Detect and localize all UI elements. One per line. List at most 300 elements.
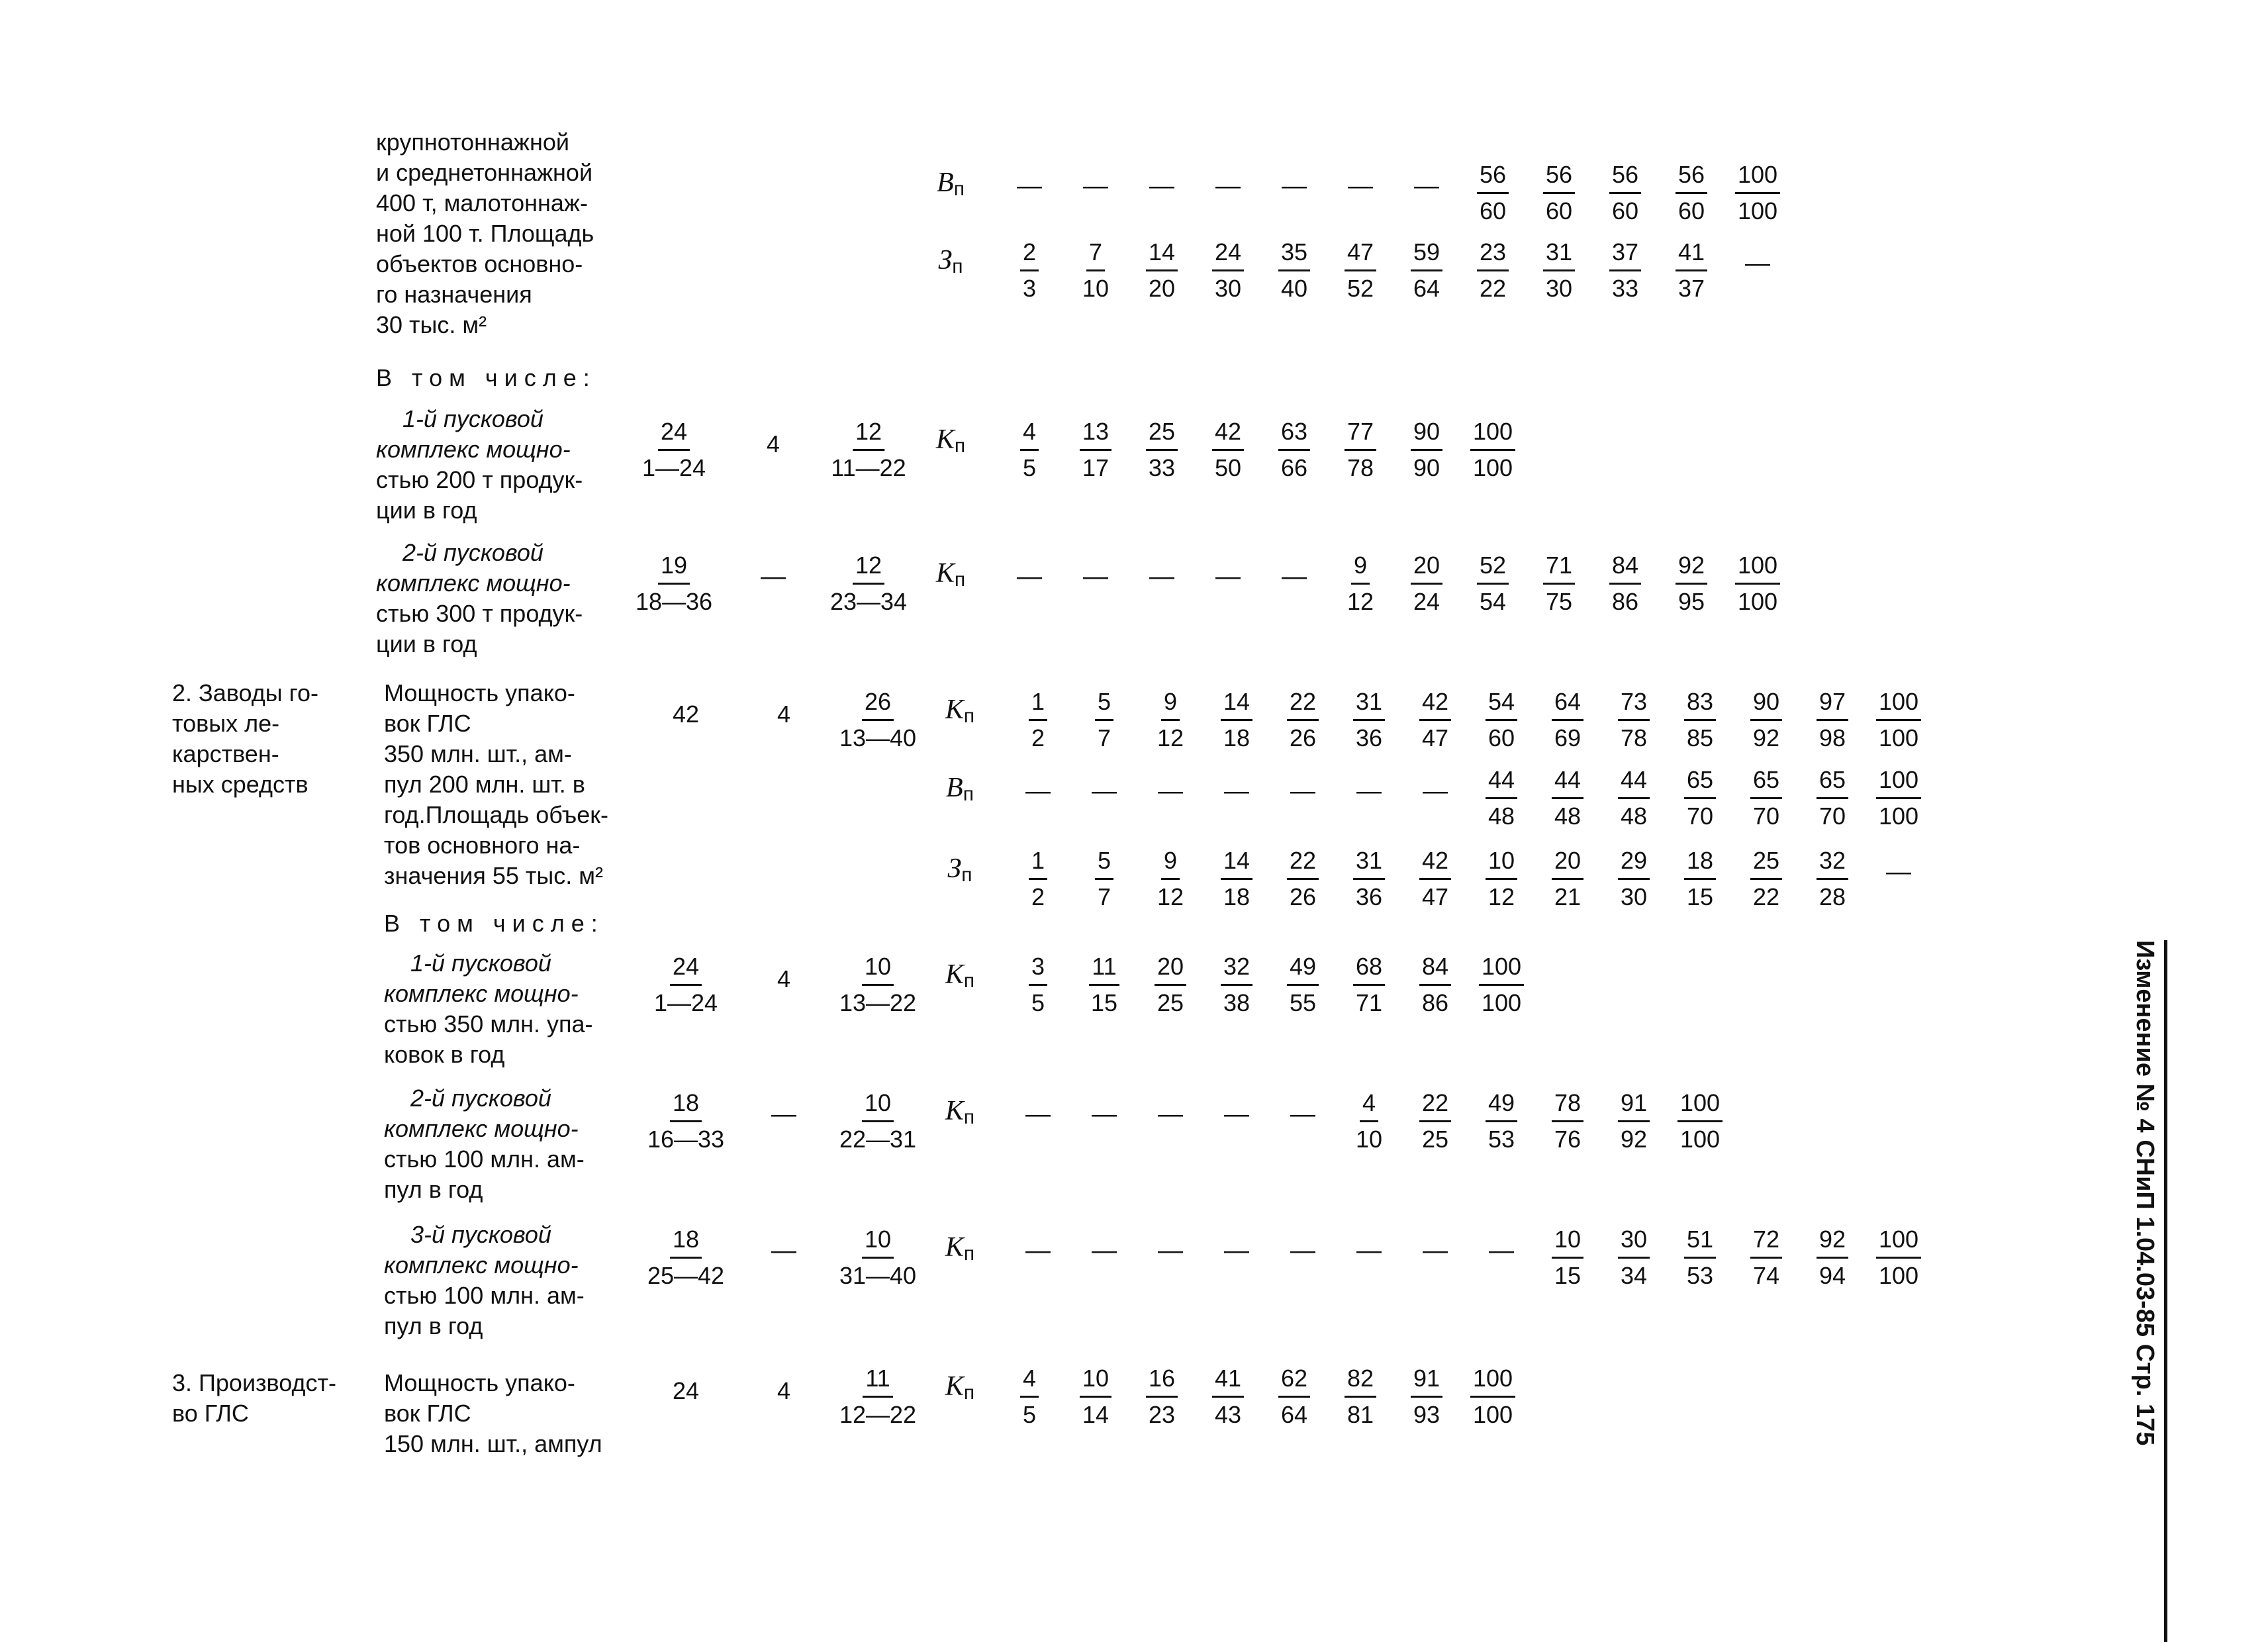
table-cell: —: [1025, 1237, 1051, 1265]
table-cell: —: [1290, 1100, 1315, 1128]
table-cell: [1146, 418, 1178, 481]
denominator: 48: [1554, 802, 1582, 830]
denominator: 70: [1686, 802, 1714, 830]
numerator: 37: [1609, 239, 1641, 271]
table-cell: [1618, 1090, 1650, 1153]
table-cell: —: [1282, 563, 1307, 591]
numerator: 20: [1411, 552, 1442, 585]
denominator: 86: [1611, 588, 1639, 615]
denominator: 78: [1620, 724, 1648, 751]
denominator: 98: [1819, 724, 1846, 751]
table-cell: [1419, 953, 1451, 1016]
description-line: стью 100 млн. ам-: [384, 1145, 585, 1173]
denominator: 70: [1819, 802, 1846, 830]
numerator: 90: [1750, 689, 1782, 721]
table-cell: [1287, 953, 1319, 1016]
table-cell: [1419, 689, 1451, 751]
denominator: 53: [1686, 1262, 1714, 1289]
indicator-symbol: $З_п$: [947, 853, 972, 886]
table-cell: [1543, 162, 1575, 224]
table-cell: —: [1224, 1100, 1249, 1128]
table-cell: [1552, 689, 1583, 751]
description-line: тов основного на-: [384, 832, 581, 859]
denominator: 23: [1148, 1401, 1176, 1428]
table-cell: [1020, 239, 1039, 302]
table-cell: —: [1224, 1237, 1249, 1265]
denominator: 92: [1752, 724, 1780, 751]
numerator: 49: [1287, 953, 1319, 986]
table-cell: [1155, 847, 1186, 910]
numerator: 65: [1750, 767, 1782, 799]
table-cell: [1088, 953, 1120, 1016]
table-cell: [1221, 953, 1252, 1016]
column-construction-period: [827, 552, 910, 615]
column-preparatory-period: —: [771, 1100, 796, 1128]
description-line: стью 200 т продук-: [376, 466, 583, 493]
denominator: 10: [1355, 1126, 1383, 1153]
table-cell: [1470, 418, 1515, 481]
numerator: 100: [1876, 1226, 1921, 1259]
table-cell: [1552, 847, 1583, 910]
table-cell: —: [1414, 172, 1439, 200]
numerator: 83: [1684, 689, 1716, 721]
denominator: 48: [1488, 802, 1515, 830]
table-cell: [1552, 767, 1583, 830]
table-cell: [1212, 239, 1244, 302]
denominator: 17: [1082, 454, 1110, 481]
numerator: 42: [1419, 847, 1451, 880]
numerator: 91: [1618, 1090, 1650, 1122]
table-cell: —: [1290, 1237, 1315, 1265]
denominator: 37: [1677, 275, 1705, 302]
description-line: товых ле-: [172, 710, 280, 737]
denominator: 12: [1157, 883, 1184, 910]
denominator: 5: [1022, 454, 1037, 481]
denominator: 30: [1214, 275, 1242, 302]
indicator-symbol: $К_п$: [935, 424, 966, 457]
denominator: 60: [1479, 197, 1507, 224]
description-line: ной 100 т. Площадь: [376, 220, 594, 247]
table-cell: [1750, 767, 1782, 830]
denominator: 26: [1289, 724, 1317, 751]
table-cell: [1543, 239, 1575, 302]
denominator: 71: [1355, 989, 1383, 1016]
table-cell: —: [1489, 1237, 1514, 1265]
denominator: 15: [1686, 883, 1714, 910]
denominator: 100: [1737, 588, 1778, 615]
denominator: 95: [1677, 588, 1705, 615]
denominator: 54: [1479, 588, 1507, 615]
table-cell: —: [1886, 858, 1911, 886]
column-preparatory-period: —: [761, 563, 786, 591]
numerator: 92: [1817, 1226, 1848, 1259]
denominator: 38: [1223, 989, 1251, 1016]
indicator-symbol: $К_п$: [945, 1232, 975, 1265]
description-line: 400 т, малотоннаж-: [376, 189, 588, 217]
description-line: пул в год: [384, 1312, 483, 1339]
denominator: 100: [1737, 197, 1778, 224]
table-cell: [1080, 418, 1111, 481]
table-cell: [1817, 767, 1848, 830]
denominator: 1—24: [641, 454, 706, 481]
denominator: 43: [1214, 1401, 1242, 1428]
denominator: 50: [1214, 454, 1242, 481]
numerator: 71: [1543, 552, 1575, 585]
table-cell: [1477, 552, 1509, 615]
denominator: 53: [1488, 1126, 1515, 1153]
indicator-symbol: $К_п$: [945, 959, 975, 992]
table-cell: [1212, 418, 1244, 481]
denominator: 12: [1488, 883, 1515, 910]
numerator: 32: [1221, 953, 1252, 986]
indicator-symbol: $К_п$: [945, 1371, 975, 1404]
table-cell: [1029, 953, 1047, 1016]
numerator: 22: [1419, 1090, 1451, 1122]
column-total-duration: [645, 1226, 727, 1289]
denominator: 12—22: [839, 1401, 917, 1428]
table-cell: [1080, 1365, 1111, 1428]
table-cell: [1411, 1365, 1442, 1428]
table-cell: [1146, 1365, 1178, 1428]
numerator: 4: [1020, 418, 1039, 451]
denominator: 94: [1819, 1262, 1846, 1289]
table-cell: —: [1092, 1237, 1117, 1265]
table-cell: [1735, 162, 1780, 224]
description-line: стью 100 млн. ам-: [384, 1282, 585, 1309]
numerator: 10: [862, 953, 894, 986]
column-preparatory-period: 4: [777, 700, 791, 728]
denominator: 7: [1097, 883, 1111, 910]
table-cell: [1684, 1226, 1716, 1289]
numerator: 56: [1477, 162, 1509, 194]
description-line: Мощность упако-: [384, 1369, 575, 1396]
table-cell: —: [1025, 777, 1051, 805]
table-cell: —: [1092, 777, 1117, 805]
numerator: 24: [670, 953, 702, 986]
column-total-duration: [651, 953, 720, 1016]
numerator: 82: [1345, 1365, 1376, 1398]
denominator: 100: [1472, 454, 1513, 481]
numerator: 16: [1146, 1365, 1178, 1398]
numerator: 35: [1278, 239, 1310, 271]
table-cell: [1155, 689, 1186, 751]
denominator: 2: [1031, 724, 1045, 751]
denominator: 22: [1752, 883, 1780, 910]
indicator-symbol: $В_п$: [946, 773, 974, 805]
numerator: 29: [1618, 847, 1650, 880]
description-line: комплекс мощно-: [384, 1115, 579, 1142]
denominator: 18: [1223, 883, 1251, 910]
numerator: 5: [1095, 689, 1113, 721]
numerator: 65: [1684, 767, 1716, 799]
table-cell: [1876, 767, 1921, 830]
denominator: 100: [1679, 1126, 1721, 1153]
denominator: 100: [1472, 1401, 1513, 1428]
denominator: 48: [1620, 802, 1648, 830]
numerator: 97: [1817, 689, 1848, 721]
table-cell: [1609, 552, 1641, 615]
denominator: 7: [1097, 724, 1111, 751]
numerator: 56: [1676, 162, 1707, 194]
denominator: 66: [1280, 454, 1308, 481]
column-preparatory-period: —: [771, 1237, 796, 1265]
table-cell: —: [1290, 777, 1315, 805]
indicator-symbol: $К_п$: [935, 558, 966, 591]
numerator: 14: [1146, 239, 1178, 271]
table-cell: [1345, 418, 1376, 481]
item-title: 2. Заводы го-: [172, 679, 318, 706]
table-cell: [1345, 239, 1376, 302]
description-line: 150 млн. шт., ампул: [384, 1430, 602, 1457]
numerator: 12: [853, 552, 884, 585]
denominator: 10: [1082, 275, 1110, 302]
numerator: 9: [1351, 552, 1370, 585]
table-cell: [1684, 689, 1716, 751]
table-cell: [1677, 1090, 1723, 1153]
subheading-in-that-number: В том числе:: [376, 364, 596, 391]
numerator: 4: [1360, 1090, 1378, 1122]
table-cell: [1750, 847, 1782, 910]
description-line: 2-й пусковой: [402, 539, 543, 566]
numerator: 10: [862, 1090, 894, 1122]
table-cell: —: [1017, 172, 1042, 200]
numerator: 56: [1609, 162, 1641, 194]
numerator: 24: [1212, 239, 1244, 271]
numerator: 64: [1552, 689, 1583, 721]
denominator: 93: [1413, 1401, 1441, 1428]
numerator: 23: [1477, 239, 1509, 271]
description-line: пул 200 млн. шт. в: [384, 771, 585, 798]
denominator: 25: [1157, 989, 1184, 1016]
table-cell: —: [1224, 777, 1249, 805]
description-line: вок ГЛС: [384, 710, 471, 737]
column-construction-period: [837, 953, 919, 1016]
numerator: 41: [1676, 239, 1707, 271]
table-cell: [1278, 418, 1310, 481]
table-cell: —: [1282, 172, 1307, 200]
table-cell: —: [1745, 250, 1770, 277]
table-cell: [1676, 552, 1707, 615]
description-line: пул в год: [384, 1176, 483, 1203]
numerator: 2: [1020, 239, 1039, 271]
denominator: 22: [1479, 275, 1507, 302]
denominator: 74: [1752, 1262, 1780, 1289]
description-line: 30 тыс. м²: [376, 311, 487, 338]
description-line: стью 300 т продук-: [376, 600, 583, 627]
table-cell: [1029, 847, 1047, 910]
denominator: 31—40: [839, 1262, 917, 1289]
denominator: 100: [1481, 989, 1522, 1016]
table-cell: —: [1348, 172, 1373, 200]
description-line: комплекс мощно-: [376, 436, 571, 463]
numerator: 18: [670, 1090, 702, 1122]
table-cell: —: [1083, 172, 1108, 200]
table-cell: [1676, 239, 1707, 302]
numerator: 100: [1876, 689, 1921, 721]
numerator: 9: [1161, 689, 1180, 721]
table-cell: [1353, 847, 1385, 910]
denominator: 40: [1280, 275, 1308, 302]
table-cell: [1477, 162, 1509, 224]
denominator: 100: [1878, 724, 1919, 751]
table-cell: [1221, 689, 1252, 751]
table-cell: —: [1025, 1100, 1051, 1128]
column-total-duration: 24: [672, 1377, 700, 1404]
table-cell: —: [1423, 777, 1448, 805]
denominator: 5: [1022, 1401, 1037, 1428]
denominator: 47: [1421, 883, 1449, 910]
table-cell: —: [1356, 777, 1382, 805]
page-side-caption: Изменение № 4 СНиП 1.04.03-85 Стр. 175: [2130, 940, 2167, 1642]
denominator: 12: [1157, 724, 1184, 751]
table-cell: [1353, 689, 1385, 751]
subheading-in-that-number: В том числе:: [384, 910, 604, 937]
numerator: 84: [1419, 953, 1451, 986]
denominator: 60: [1611, 197, 1639, 224]
numerator: 42: [1419, 689, 1451, 721]
table-cell: [1543, 552, 1575, 615]
denominator: 18—36: [635, 588, 713, 615]
description-line: Мощность упако-: [384, 679, 575, 706]
description-line: 1-й пусковой: [410, 949, 551, 977]
description-line: карствен-: [172, 740, 279, 767]
indicator-symbol: $К_п$: [945, 695, 975, 727]
column-construction-period: [837, 1365, 919, 1428]
denominator: 11—22: [831, 454, 906, 481]
description-line: крупнотоннажной: [376, 128, 569, 156]
numerator: 3: [1029, 953, 1047, 986]
table-cell: [1684, 847, 1716, 910]
column-construction-period: [837, 689, 919, 751]
denominator: 33: [1611, 275, 1639, 302]
table-cell: [1146, 239, 1178, 302]
numerator: 10: [862, 1226, 894, 1259]
numerator: 30: [1618, 1226, 1650, 1259]
numerator: 5: [1095, 847, 1113, 880]
table-cell: [1817, 689, 1848, 751]
numerator: 10: [1552, 1226, 1583, 1259]
denominator: 16—33: [647, 1126, 725, 1153]
numerator: 100: [1876, 767, 1921, 799]
denominator: 30: [1620, 883, 1648, 910]
denominator: 12: [1347, 588, 1374, 615]
table-cell: [1676, 162, 1707, 224]
table-cell: [1345, 552, 1376, 615]
numerator: 18: [670, 1226, 702, 1259]
numerator: 25: [1146, 418, 1178, 451]
denominator: 70: [1752, 802, 1780, 830]
numerator: 100: [1735, 552, 1780, 585]
numerator: 51: [1684, 1226, 1716, 1259]
description-line: 2-й пусковой: [410, 1085, 551, 1112]
table-cell: [1020, 418, 1039, 481]
denominator: 2: [1031, 883, 1045, 910]
denominator: 20: [1148, 275, 1176, 302]
numerator: 22: [1287, 847, 1319, 880]
numerator: 72: [1750, 1226, 1782, 1259]
denominator: 1—24: [653, 989, 718, 1016]
table-cell: [1345, 1365, 1376, 1428]
table-cell: —: [1158, 777, 1183, 805]
table-cell: —: [1083, 563, 1108, 591]
table-cell: [1684, 767, 1716, 830]
numerator: 44: [1486, 767, 1517, 799]
description-line: комплекс мощно-: [376, 569, 571, 597]
description-line: ковок в год: [384, 1041, 505, 1068]
column-preparatory-period: 4: [766, 430, 780, 458]
denominator: 15: [1090, 989, 1118, 1016]
denominator: 90: [1413, 454, 1441, 481]
numerator: 42: [1212, 418, 1244, 451]
denominator: 21: [1554, 883, 1582, 910]
denominator: 100: [1878, 802, 1919, 830]
description-line: го назначения: [376, 281, 532, 308]
table-cell: [1817, 1226, 1848, 1289]
description-line: стью 350 млн. упа-: [384, 1010, 593, 1038]
numerator: 26: [862, 689, 894, 721]
denominator: 60: [1677, 197, 1705, 224]
numerator: 18: [1684, 847, 1716, 880]
numerator: 14: [1221, 689, 1252, 721]
numerator: 44: [1618, 767, 1650, 799]
numerator: 19: [658, 552, 690, 585]
table-cell: [1750, 1226, 1782, 1289]
numerator: 14: [1221, 847, 1252, 880]
description-line: вок ГЛС: [384, 1400, 471, 1427]
description-line: объектов основно-: [376, 250, 583, 277]
denominator: 47: [1421, 724, 1449, 751]
numerator: 90: [1411, 418, 1442, 451]
column-total-duration: [639, 418, 708, 481]
description-line: значения 55 тыс. м²: [384, 862, 604, 889]
description-line: ции в год: [376, 630, 477, 657]
denominator: 23—34: [829, 588, 908, 615]
denominator: 69: [1554, 724, 1582, 751]
numerator: 24: [658, 418, 690, 451]
numerator: 10: [1080, 1365, 1111, 1398]
description-line: во ГЛС: [172, 1400, 249, 1427]
denominator: 52: [1347, 275, 1374, 302]
table-cell: [1817, 847, 1848, 910]
numerator: 20: [1155, 953, 1186, 986]
denominator: 60: [1488, 724, 1515, 751]
table-cell: [1029, 689, 1047, 751]
denominator: 36: [1355, 724, 1383, 751]
table-cell: —: [1092, 1100, 1117, 1128]
denominator: 26: [1289, 883, 1317, 910]
table-cell: [1618, 689, 1650, 751]
numerator: 11: [1089, 953, 1119, 986]
item-title: 3. Производст-: [172, 1369, 336, 1396]
table-cell: [1486, 1090, 1517, 1153]
numerator: 11: [863, 1365, 892, 1398]
table-cell: [1486, 689, 1517, 751]
denominator: 18: [1223, 724, 1251, 751]
denominator: 64: [1413, 275, 1441, 302]
numerator: 54: [1486, 689, 1517, 721]
table-cell: [1750, 689, 1782, 751]
table-cell: [1486, 767, 1517, 830]
denominator: 24: [1413, 588, 1441, 615]
table-cell: [1486, 847, 1517, 910]
numerator: 1: [1029, 847, 1047, 880]
table-cell: —: [1215, 563, 1241, 591]
numerator: 63: [1278, 418, 1310, 451]
table-cell: [1479, 953, 1524, 1016]
denominator: 34: [1620, 1262, 1648, 1289]
denominator: 64: [1280, 1401, 1308, 1428]
numerator: 32: [1817, 847, 1848, 880]
